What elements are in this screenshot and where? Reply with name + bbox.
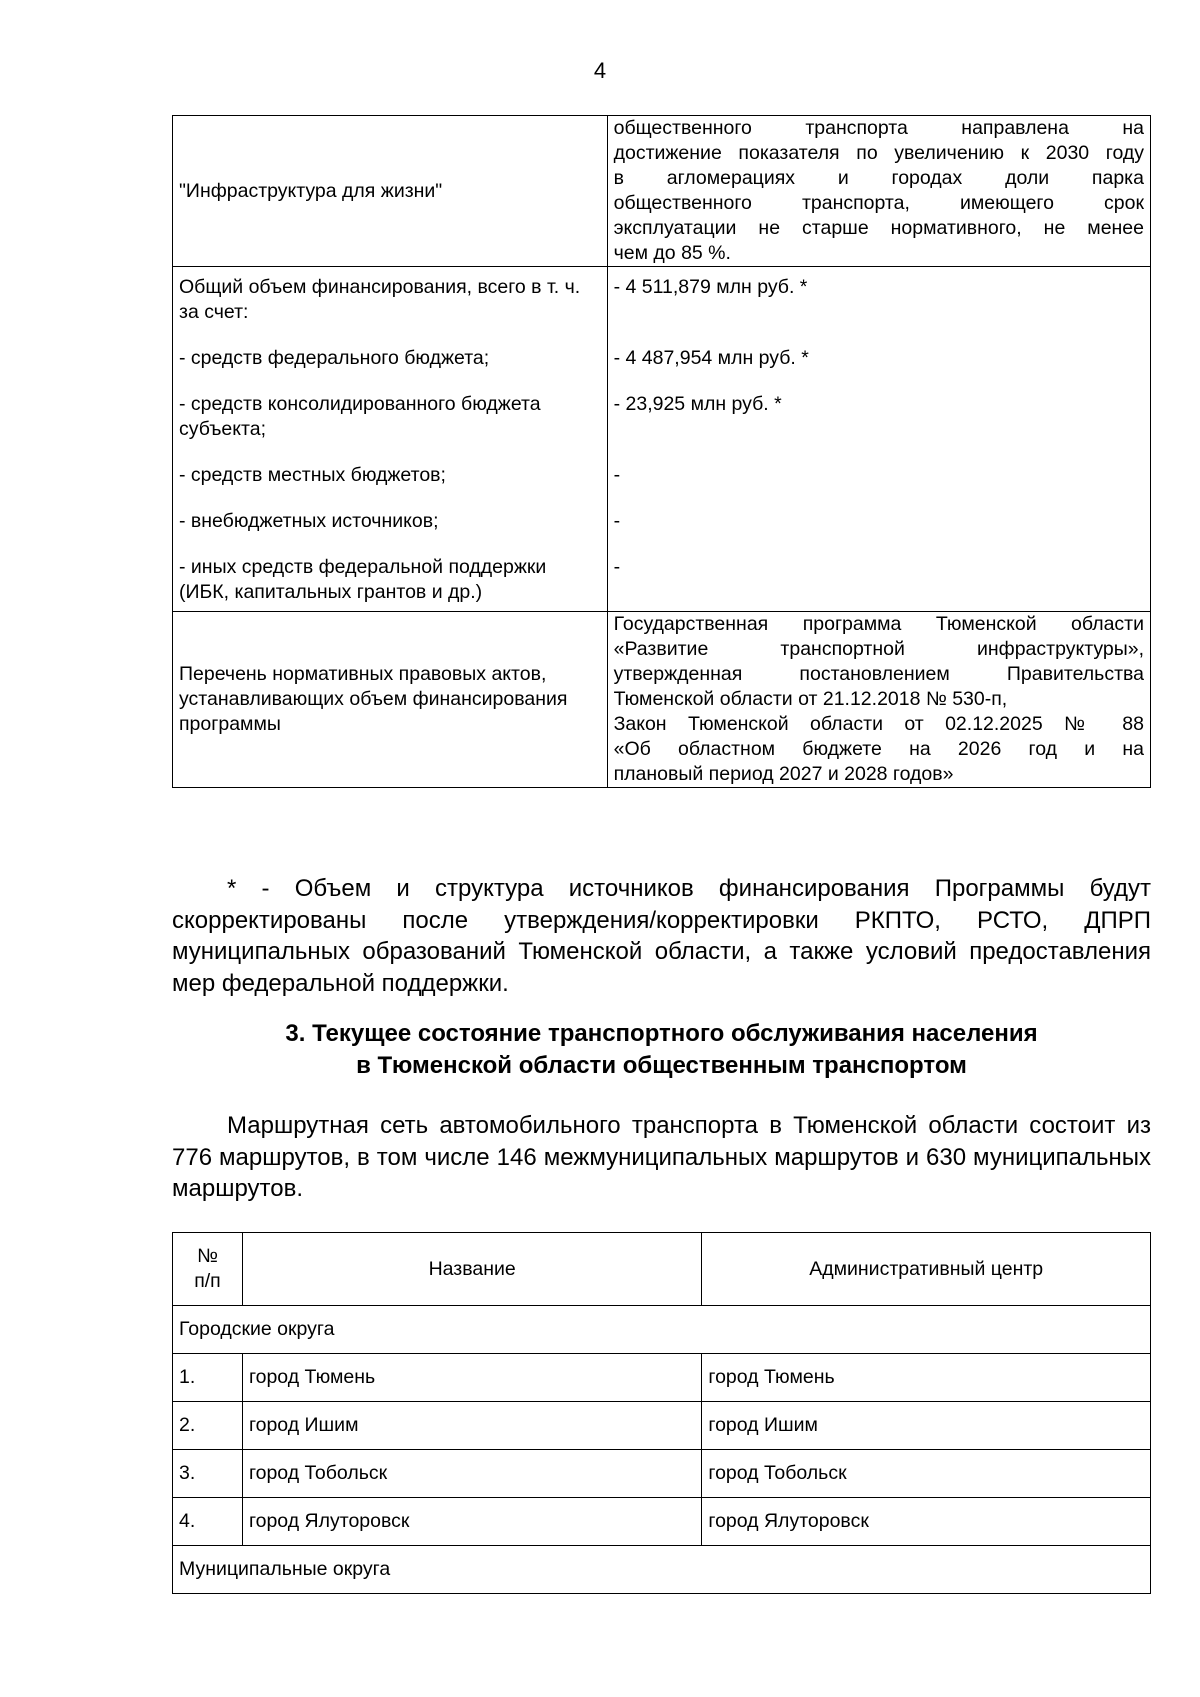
text-line: Закон Тюменской области от 02.12.2025 № 88 xyxy=(613,713,1144,735)
text-line: «Развитие транспортной инфраструктуры», xyxy=(613,638,1144,660)
row-number: 3. xyxy=(173,1450,243,1498)
text-line: Тюменской области от 21.12.2018 № 530-п, xyxy=(613,688,1008,710)
text-line: общественного транспорта направлена на xyxy=(613,117,1144,139)
row-name: город Тобольск xyxy=(242,1450,701,1498)
financing-federal-label: - средств федерального бюджета; xyxy=(179,347,490,369)
table-row xyxy=(173,1450,1151,1498)
financing-labels xyxy=(173,267,608,612)
financing-row xyxy=(173,267,1151,612)
financing-consolidated-value: - 23,925 млн руб. * xyxy=(613,393,782,415)
text-line: в агломерациях и городах доли парка xyxy=(613,167,1144,189)
financing-footnote: * - Объем и структура источников финансирования Программы будут скорректированы после утверждения/корректировки РКПТО, РСТО, ДПРП муниципальных образований Тюменской области, а также условий предоставления мер федеральной поддержки. xyxy=(172,875,1151,997)
row-number: 1. xyxy=(173,1354,243,1402)
text-line: эксплуатации не старше нормативного, не менее xyxy=(613,217,1144,239)
group-municipal-districts: Муниципальные округа xyxy=(173,1546,1151,1594)
header-name: Название xyxy=(242,1233,701,1306)
table-row xyxy=(173,1402,1151,1450)
section-heading-line: в Тюменской области общественным транспортом xyxy=(356,1051,967,1079)
header-number-line: № xyxy=(197,1245,218,1267)
financing-values xyxy=(607,267,1150,612)
header-number xyxy=(173,1233,243,1306)
infrastructure-row xyxy=(173,116,1151,267)
text-line: Государственная программа Тюменской области xyxy=(613,613,1144,635)
financing-other-label: - иных средств федеральной поддержки (ИБК, капитальных грантов и др.) xyxy=(179,556,547,603)
row-center: город Тюмень xyxy=(702,1354,1151,1402)
row-name: город Ишим xyxy=(242,1402,701,1450)
row-center: город Тобольск xyxy=(702,1450,1151,1498)
legal-acts-row xyxy=(173,612,1151,788)
header-center: Административный центр xyxy=(702,1233,1151,1306)
text-line: «Об областном бюджете на 2026 год и на xyxy=(613,738,1144,760)
legal-acts-label: Перечень нормативных правовых актов, устанавливающих объем финансирования программы xyxy=(173,612,608,788)
infrastructure-label: "Инфраструктура для жизни" xyxy=(173,116,608,267)
header-number-line: п/п xyxy=(194,1270,221,1292)
row-name: город Тюмень xyxy=(242,1354,701,1402)
page-number: 4 xyxy=(593,58,607,83)
row-center: город Ишим xyxy=(702,1402,1151,1450)
financing-local-value: - xyxy=(613,464,621,486)
infrastructure-text xyxy=(607,116,1150,267)
text-line: достижение показателя по увеличению к 2030 году xyxy=(613,142,1144,164)
financing-total-label: Общий объем финансирования, всего в т. ч. за счет: xyxy=(179,276,581,323)
section-heading-line: 3. Текущее состояние транспортного обслуживания населения xyxy=(285,1020,1038,1047)
legal-acts-text xyxy=(607,612,1150,788)
text-line: плановый период 2027 и 2028 годов» xyxy=(613,763,954,785)
financing-consolidated-label: - средств консолидированного бюджета субъекта; xyxy=(179,393,541,440)
financing-federal-value: - 4 487,954 млн руб. * xyxy=(613,347,809,369)
financing-local-label: - средств местных бюджетов; xyxy=(179,464,446,486)
section-heading xyxy=(172,1018,1151,1081)
row-number: 2. xyxy=(173,1402,243,1450)
financing-other-value: - xyxy=(613,556,621,578)
route-network-paragraph: Маршрутная сеть автомобильного транспорта в Тюменской области состоит из 776 маршрутов, в том числе 146 межмуниципальных маршрутов и 630 муниципальных маршрутов. xyxy=(172,1112,1151,1202)
financing-offbudget-value: - xyxy=(613,510,621,532)
group-row xyxy=(173,1306,1151,1354)
row-center: город Ялуторовск xyxy=(702,1498,1151,1546)
table-row xyxy=(173,1498,1151,1546)
districts-table xyxy=(172,1232,1151,1594)
row-number: 4. xyxy=(173,1498,243,1546)
financing-total-value: - 4 511,879 млн руб. * xyxy=(613,276,808,298)
table-header-row xyxy=(173,1233,1151,1306)
group-row xyxy=(173,1546,1151,1594)
financing-offbudget-label: - внебюджетных источников; xyxy=(179,510,439,532)
text-line: чем до 85 %. xyxy=(613,242,731,264)
group-urban-districts: Городские округа xyxy=(173,1306,1151,1354)
table-row xyxy=(173,1354,1151,1402)
row-name: город Ялуторовск xyxy=(242,1498,701,1546)
text-line: общественного транспорта, имеющего срок xyxy=(613,192,1144,214)
program-summary-table xyxy=(172,115,1151,788)
text-line: утвержденная постановлением Правительства xyxy=(613,663,1144,685)
